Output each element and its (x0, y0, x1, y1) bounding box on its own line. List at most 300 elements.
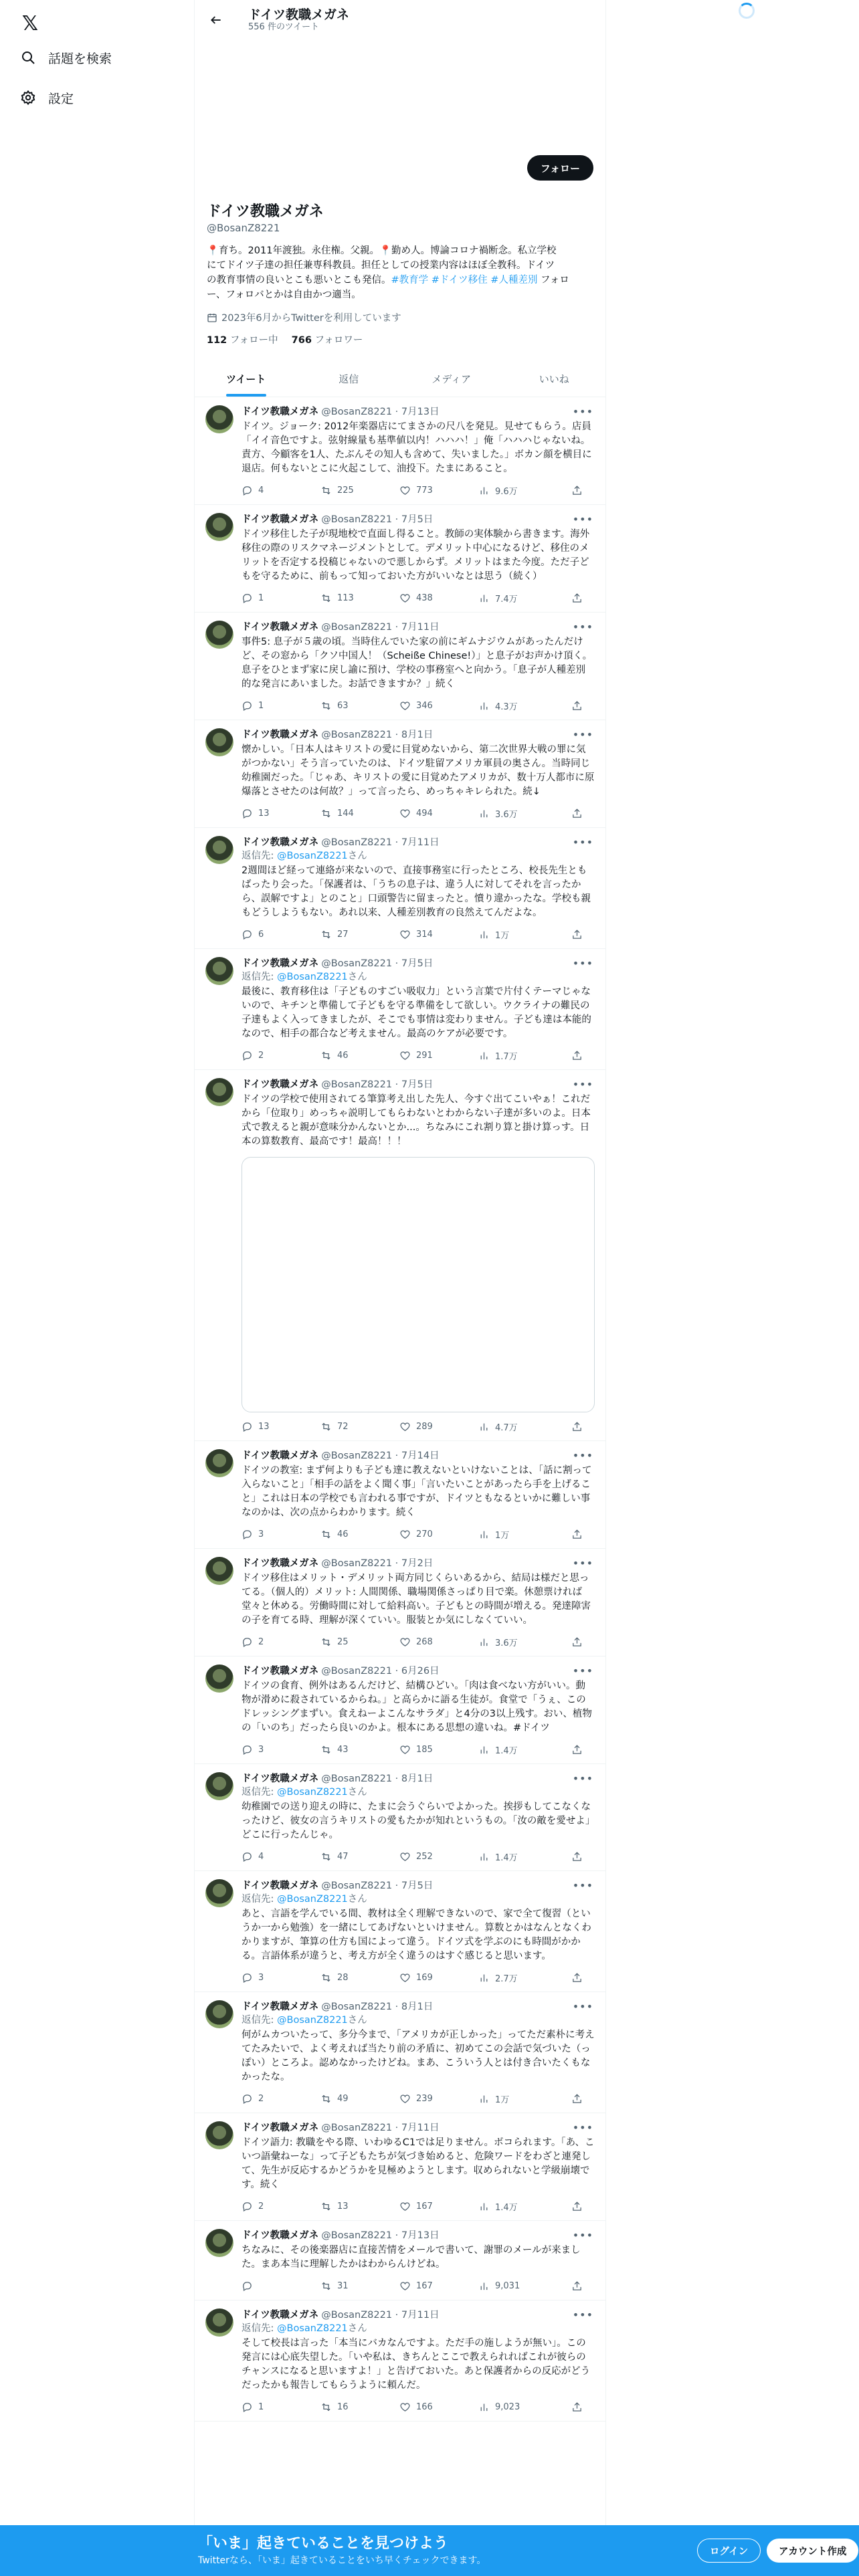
reply-count: 13 (258, 1421, 270, 1432)
reply-to-label: 返信先: (242, 2015, 277, 2026)
reply-button[interactable] (242, 929, 320, 940)
tab-likes[interactable]: いいね (539, 373, 569, 385)
tweet-author-name[interactable]: ドイツ教職メガネ (242, 622, 319, 633)
tweet[interactable] (195, 828, 605, 949)
reply-icon (242, 1421, 253, 1432)
share-icon (571, 2093, 583, 2105)
views-count: 1.7万 (495, 1051, 518, 1062)
retweet-button[interactable] (320, 2280, 399, 2292)
tweet-header (242, 2229, 595, 2242)
back-button[interactable] (207, 11, 225, 29)
retweet-count: 49 (337, 2093, 349, 2104)
reply-button[interactable] (242, 593, 320, 604)
share-button[interactable] (571, 1744, 583, 1755)
views-button[interactable] (478, 2092, 557, 2105)
nav-explore[interactable] (20, 44, 112, 71)
reply-to-mention[interactable]: @BosanZ8221 (277, 2323, 348, 2334)
like-button[interactable] (399, 2280, 478, 2292)
retweet-count: 47 (337, 1851, 349, 1862)
like-count: 438 (416, 593, 433, 603)
tab-media[interactable]: メディア (432, 373, 472, 385)
reply-count: 3 (258, 1529, 264, 1539)
avatar[interactable] (205, 957, 233, 985)
views-count: 1万 (495, 1530, 510, 1541)
retweet-button[interactable] (320, 1050, 399, 1061)
more-options-icon[interactable]: ••• (572, 405, 593, 418)
tweet-author-name[interactable]: ドイツ教職メガネ (242, 2123, 319, 2133)
tweet-text: 懐かしい。「日本人はキリストの愛に目覚めないから、第二次世界大戦の罪に気がつかない」そう言っていたのは、ドイツ駐留アメリカ軍員の奥さん。当時同じ幼稚園だった。「じゃあ、キリストの愛に目覚めたアメリカが、数十万人都市に原爆落とさせたのは何故？」って言ったら、めっちゃキレられた。続↓ (242, 744, 595, 797)
tweet-text: そして校長は言った「本当にバカなんですよ。ただ手の施しようが無い」。この発言には心底失望した。「いや私は、きちんとここで教えられればこれが彼らのチャンスになると思いますよ！」と告げておいた。あと保護者からの反応がどうだったかも報告してもらうように頼んだ。 (242, 2338, 591, 2391)
more-options-icon[interactable]: ••• (572, 1557, 593, 1570)
views-button[interactable] (478, 928, 557, 941)
tweet-author-name[interactable]: ドイツ教職メガネ (242, 958, 319, 969)
reply-count: 1 (258, 593, 264, 603)
views-button[interactable] (478, 1743, 557, 1756)
tweet-actions (242, 698, 595, 713)
tweet-text: 幼稚園での送り迎えの時に、たまに会うぐらいでよかった。挨拶もしてこなくなったけど、彼女の言うキリストの愛もたかが知れというもの。「汝の敵を愛せよ」どこに行ったんじゃ。 (242, 1802, 591, 1840)
following-label: フォロー中 (229, 335, 278, 346)
retweet-icon (320, 1636, 332, 1648)
analytics-icon (478, 1050, 490, 1061)
reply-button[interactable] (242, 1529, 320, 1540)
tweet[interactable] (195, 1992, 605, 2113)
tweet[interactable] (195, 1871, 605, 1992)
tweet-author-name[interactable]: ドイツ教職メガネ (242, 2002, 319, 2012)
tweet-header (242, 513, 595, 526)
like-button[interactable] (399, 700, 478, 712)
reply-icon (242, 2201, 253, 2212)
share-button[interactable] (571, 1529, 583, 1540)
reply-to-mention[interactable]: @BosanZ8221 (277, 972, 348, 982)
more-options-icon[interactable]: ••• (572, 1665, 593, 1677)
like-button[interactable] (399, 593, 478, 604)
share-button[interactable] (571, 1972, 583, 1983)
like-button[interactable] (399, 1636, 478, 1648)
tweet[interactable] (195, 613, 605, 720)
more-options-icon[interactable]: ••• (572, 1078, 593, 1091)
share-button[interactable] (571, 700, 583, 712)
tweet-text: ドイツ移住した子が現地校で直面し得ること。教師の実体験から書きます。海外移住の際のリスクマネージメントとして。デメリット中心になるけど、移住のメリットを否定する投稿じゃないので悪しからず。メリットはまた今度。ただ子どもを守るために、前もって知っておいた方がいいなとは思う（続く） (242, 529, 590, 582)
avatar[interactable] (205, 1557, 233, 1585)
profile-header-bar (195, 0, 605, 40)
reply-to-mention[interactable]: @BosanZ8221 (277, 1787, 348, 1798)
tweet-meta: @BosanZ8221 · 7月13日 (321, 2230, 440, 2241)
tweet-actions (242, 591, 595, 605)
tweet-author-name[interactable]: ドイツ教職メガネ (242, 514, 319, 525)
heart-icon (399, 1050, 411, 1061)
tweet-text: ドイツの学校で使用されてる筆算考え出した先人、今すぐ出てこいやぁ！これだから「位取り」めっちゃ説明してもらわないとわからない子達が多いのよ。日本式で教えると親が意味分かんないとか...。ちなみにこれ割り算と掛け算っす。日本の算数教育、最高です！最高！！！ (242, 1094, 591, 1147)
analytics-icon (478, 2280, 490, 2292)
reply-button[interactable] (242, 1851, 320, 1862)
tweet[interactable] (195, 949, 605, 1070)
retweet-icon (320, 1744, 332, 1755)
more-options-icon[interactable]: ••• (572, 2121, 593, 2134)
avatar[interactable] (205, 513, 233, 541)
reply-to-suffix: さん (347, 2015, 367, 2026)
tweet[interactable] (195, 1441, 605, 1549)
retweet-icon (320, 593, 332, 604)
more-options-icon[interactable]: ••• (572, 836, 593, 849)
more-options-icon[interactable]: ••• (572, 957, 593, 970)
reply-button[interactable] (242, 700, 320, 712)
tweet-author-name[interactable]: ドイツ教職メガネ (242, 1079, 319, 1090)
like-button[interactable] (399, 1050, 478, 1061)
share-icon (571, 2401, 583, 2413)
tweet-header (242, 2309, 595, 2322)
tweet-header (242, 1078, 595, 1091)
views-count: 4.3万 (495, 702, 518, 712)
reply-button[interactable] (242, 485, 320, 496)
avatar[interactable] (205, 621, 233, 649)
retweet-button[interactable] (320, 1744, 399, 1755)
retweet-count: 31 (337, 2280, 349, 2291)
like-button[interactable] (399, 2201, 478, 2212)
tweet-author-name[interactable]: ドイツ教職メガネ (242, 1774, 319, 1784)
views-button[interactable] (478, 1528, 557, 1541)
tweet[interactable] (195, 2300, 605, 2422)
retweet-button[interactable] (320, 2093, 399, 2105)
like-count: 270 (416, 1529, 433, 1539)
more-options-icon[interactable]: ••• (572, 1879, 593, 1892)
retweet-button[interactable] (320, 929, 399, 940)
like-button[interactable] (399, 1851, 478, 1862)
tweet[interactable] (195, 1764, 605, 1871)
tweet-actions (242, 1849, 595, 1864)
retweet-button[interactable] (320, 700, 399, 712)
share-icon (571, 593, 583, 604)
more-options-icon[interactable]: ••• (572, 2229, 593, 2242)
views-button[interactable] (478, 1850, 557, 1863)
reply-icon (242, 1050, 253, 1061)
views-button[interactable] (478, 2280, 557, 2292)
views-button[interactable] (478, 2200, 557, 2213)
retweet-button[interactable] (320, 2201, 399, 2212)
more-options-icon[interactable]: ••• (572, 2000, 593, 2013)
avatar[interactable] (205, 2121, 233, 2149)
more-options-icon[interactable]: ••• (572, 1772, 593, 1785)
follow-button[interactable]: フォロー (527, 155, 593, 181)
reply-button[interactable] (242, 1050, 320, 1061)
reply-count: 1 (258, 2401, 264, 2412)
retweet-button[interactable] (320, 1421, 399, 1432)
views-button[interactable] (478, 1971, 557, 1984)
tweet-text: 事件5: 息子が５歳の頃。当時住んでいた家の前にギムナジウムがあったんだけど、その窓から「クソ中国人！（Scheiße Chinese!）」と息子がお声かけ頂く。息子をひとまず家に戻し諭に預け、学校の事務室へと向かう。「息子が人種差別的な発言にあいました。お話できますか？」続く (242, 637, 593, 689)
avatar[interactable] (205, 2000, 233, 2028)
reply-to-label: 返信先: (242, 851, 277, 861)
nav-explore-label: 話題を検索 (48, 51, 112, 66)
tweet-author-name[interactable]: ドイツ教職メガネ (242, 407, 319, 417)
like-button[interactable] (399, 1972, 478, 1983)
tweet-actions (242, 2199, 595, 2214)
calendar-icon (207, 312, 217, 323)
tweet-meta: @BosanZ8221 · 7月14日 (321, 1451, 440, 1461)
joined-date: 2023年6月からTwitterを利用しています (221, 313, 401, 324)
tweet-header (242, 1879, 595, 1893)
views-button[interactable] (478, 592, 557, 605)
tweet-actions (242, 1048, 595, 1063)
tweet-meta: @BosanZ8221 · 8月1日 (321, 730, 434, 740)
share-button[interactable] (571, 929, 583, 940)
share-button[interactable] (571, 1421, 583, 1432)
tweet-header (242, 1772, 595, 1786)
tweet[interactable] (195, 1656, 605, 1764)
signup-banner-subtitle: Twitterなら、「いま」起きていることをいち早くチェックできます。 (198, 2555, 486, 2566)
tweet-header (242, 2000, 595, 2014)
tweet-actions (242, 1527, 595, 1541)
avatar[interactable] (205, 728, 233, 756)
tweet[interactable] (195, 2113, 605, 2221)
views-button[interactable] (478, 1636, 557, 1648)
tweet[interactable] (195, 1070, 605, 1441)
tweet-header (242, 1449, 595, 1463)
avatar[interactable] (205, 1078, 233, 1106)
followers-label: フォロワー (314, 335, 363, 346)
retweet-count: 46 (337, 1050, 349, 1061)
views-button[interactable] (478, 807, 557, 820)
retweet-button[interactable] (320, 808, 399, 819)
views-button[interactable] (478, 2401, 557, 2413)
tweet-author-name[interactable]: ドイツ教職メガネ (242, 730, 319, 740)
x-logo-icon[interactable]: 𝕏 (21, 11, 39, 35)
tweet-author-name[interactable]: ドイツ教職メガネ (242, 1451, 319, 1461)
bio-hashtags[interactable]: #教育学 #ドイツ移住 #人種差別 (391, 275, 538, 286)
tweet[interactable] (195, 1549, 605, 1656)
bio-text: 勤め人。博論コロナ禍断念。私立学校 (391, 245, 557, 256)
reply-button[interactable] (242, 2201, 320, 2212)
share-button[interactable] (571, 1636, 583, 1648)
reply-count: 4 (258, 1851, 264, 1862)
like-count: 239 (416, 2093, 433, 2104)
retweet-button[interactable] (320, 1529, 399, 1540)
tweet-meta: @BosanZ8221 · 6月26日 (321, 1666, 440, 1677)
like-button[interactable] (399, 2093, 478, 2105)
tweet[interactable] (195, 720, 605, 828)
like-button[interactable] (399, 485, 478, 496)
views-button[interactable] (478, 484, 557, 497)
reply-button[interactable] (242, 1421, 320, 1432)
like-button[interactable] (399, 2401, 478, 2413)
share-icon (571, 1851, 583, 1862)
nav-settings[interactable] (20, 84, 74, 111)
tweet-meta: @BosanZ8221 · 7月5日 (321, 958, 434, 969)
login-button[interactable]: ログイン (697, 2539, 761, 2563)
heart-icon (399, 2093, 411, 2105)
tweet-text: ドイツの食育、例外はあるんだけど、結構ひどい。「肉は食べない方がいい。動物が滑めに殺されているからね。」と高らかに語る生徒が。食堂で「うぇ、このドレッシングまずい。食えねーよこんなサラダ」と4分の3以上残す。おい、植物の「いのち」だったら良いのかよ。根本にある思想の違いね。#ドイツ (242, 1681, 592, 1733)
tweet[interactable] (195, 2221, 605, 2300)
retweet-count: 225 (337, 485, 354, 496)
avatar[interactable] (205, 405, 233, 433)
share-button[interactable] (571, 1851, 583, 1862)
tweet-text: 2週間ほど経って連絡が来ないので、直接事務室に行ったところ、校長先生ともばったり会った。「保護者は、「うちの息子は、違う人に対してそれを言ったから、誤解ですよ」とのこと」口頭警告に留まったと。憤り違かったな。学校も親もどうしようもない。あれ以来、人種差別教育の良然えてんだよな。 (242, 865, 591, 918)
retweet-icon (320, 2280, 332, 2292)
share-icon (571, 1421, 583, 1432)
tweet-meta: @BosanZ8221 · 7月2日 (321, 1558, 434, 1569)
share-button[interactable] (571, 2280, 583, 2292)
heart-icon (399, 2280, 411, 2292)
views-count: 9,031 (495, 2280, 520, 2291)
more-options-icon[interactable]: ••• (572, 513, 593, 526)
retweet-button[interactable] (320, 2401, 399, 2413)
share-icon (571, 1636, 583, 1648)
retweet-icon (320, 485, 332, 496)
header-profile-name: ドイツ教職メガネ (248, 7, 350, 22)
profile-stats (207, 332, 593, 346)
avatar[interactable] (205, 1879, 233, 1907)
arrow-left-icon (209, 13, 223, 27)
retweet-icon (320, 700, 332, 712)
like-button[interactable] (399, 1421, 478, 1432)
tweet-author-name[interactable]: ドイツ教職メガネ (242, 1666, 319, 1677)
like-count: 167 (416, 2280, 433, 2291)
heart-icon (399, 1744, 411, 1755)
more-options-icon[interactable]: ••• (572, 621, 593, 633)
views-button[interactable] (478, 1420, 557, 1433)
reply-count: 2 (258, 1636, 264, 1647)
analytics-icon (478, 1636, 490, 1648)
heart-icon (399, 1529, 411, 1540)
tweet-text: あと、言語を学んでいる間、教材は全く理解できないので、家で全て復習（というか一から勉強）を一緒にしてあげないといけません。算数とかはなんとなくわかりますが、筆算の仕方も国によって違う。ドイツ式を学ぶのにも時間がかかる。言語体系が違うと、考え方が全く違うのはすぐ感じると思います。 (242, 1909, 591, 1961)
reply-to-suffix: さん (347, 851, 367, 861)
share-button[interactable] (571, 2093, 583, 2105)
tweet-meta: @BosanZ8221 · 8月1日 (321, 2002, 434, 2012)
more-options-icon[interactable]: ••• (572, 2309, 593, 2321)
like-button[interactable] (399, 1529, 478, 1540)
followers-link[interactable] (292, 332, 363, 346)
tweet-author-name[interactable]: ドイツ教職メガネ (242, 2230, 319, 2241)
tab-replies[interactable]: 返信 (339, 373, 359, 385)
retweet-button[interactable] (320, 593, 399, 604)
tweet-text: 何がムカついたって、多分今まで、「アメリカが正しかった」ってただ素朴に考えてたみたいで、よく考えれば当たり前の矛盾に、初めてこの会話で気づいた（っぽい）ところよ。認めなかったけどね。まあ、こういう人とは付き合いたくもなかったな。 (242, 2030, 595, 2082)
reply-button[interactable] (242, 1744, 320, 1755)
reply-to-line (242, 849, 595, 863)
views-count: 3.6万 (495, 809, 518, 820)
retweet-button[interactable] (320, 485, 399, 496)
retweet-count: 25 (337, 1636, 349, 1647)
tweet-author-name[interactable]: ドイツ教職メガネ (242, 1558, 319, 1569)
avatar[interactable] (205, 1665, 233, 1693)
reply-button[interactable] (242, 1972, 320, 1983)
loading-spinner-icon (739, 3, 755, 19)
share-icon (571, 700, 583, 712)
share-button[interactable] (571, 2401, 583, 2413)
reply-button[interactable] (242, 2280, 320, 2292)
reply-count: 2 (258, 1050, 264, 1061)
share-button[interactable] (571, 2201, 583, 2212)
heart-icon (399, 1421, 411, 1432)
tweet-meta: @BosanZ8221 · 7月11日 (321, 2123, 440, 2133)
more-options-icon[interactable]: ••• (572, 1449, 593, 1462)
avatar[interactable] (205, 836, 233, 864)
reply-button[interactable] (242, 808, 320, 819)
tweet-text: ドイツ語力: 教職をやる際、いわゆるC1では足りません。ボコられます。「あ、こいつ語彙ねーな」って子どもたちが気づき始めると、危険ワードをわざと連発して、先生が反応するかどうかを見極めようとします。収められないと学級崩壊です。続く (242, 2137, 595, 2190)
share-button[interactable] (571, 485, 583, 496)
signup-button[interactable]: アカウント作成 (767, 2539, 858, 2563)
views-count: 1万 (495, 930, 510, 941)
like-count: 169 (416, 1972, 433, 1983)
bio-text: の教育事情の良いとこも悪いとこも発信。 (207, 275, 391, 286)
tweet-header (242, 1665, 595, 1678)
retweet-icon (320, 1851, 332, 1862)
reply-to-suffix: さん (347, 972, 367, 982)
like-button[interactable] (399, 929, 478, 940)
reply-to-label: 返信先: (242, 972, 277, 982)
retweet-count: 16 (337, 2401, 349, 2412)
like-button[interactable] (399, 1744, 478, 1755)
tweet-actions (242, 483, 595, 498)
reply-count: 4 (258, 485, 264, 496)
tweet-author-name[interactable]: ドイツ教職メガネ (242, 2310, 319, 2321)
reply-icon (242, 1972, 253, 1983)
reply-button[interactable] (242, 1636, 320, 1648)
tweet[interactable] (195, 505, 605, 613)
reply-to-mention[interactable]: @BosanZ8221 (277, 851, 348, 861)
reply-to-mention[interactable]: @BosanZ8221 (277, 2015, 348, 2026)
retweet-icon (320, 1529, 332, 1540)
views-button[interactable] (478, 700, 557, 712)
analytics-icon (478, 1851, 490, 1862)
views-count: 9,023 (495, 2401, 520, 2412)
retweet-button[interactable] (320, 1636, 399, 1648)
analytics-icon (478, 929, 490, 940)
tweet-header (242, 836, 595, 849)
reply-icon (242, 485, 253, 496)
like-button[interactable] (399, 808, 478, 819)
avatar[interactable] (205, 1772, 233, 1800)
share-button[interactable] (571, 808, 583, 819)
retweet-count: 27 (337, 929, 349, 940)
tweet-author-name[interactable]: ドイツ教職メガネ (242, 837, 319, 848)
retweet-count: 72 (337, 1421, 349, 1432)
retweet-button[interactable] (320, 1851, 399, 1862)
analytics-icon (478, 808, 490, 819)
tweet[interactable] (195, 397, 605, 505)
tweet-text: ドイツ移住はメリット・デメリット両方同じくらいあるから、結局は様だと思ってる。（個人的）メリット: 人間関係、職場関係さっぱり目で楽。休憩票ければ堂々と休める。労働時間に対して給料高い。子どもとの時間が増える。発達障害の子を育てる時、理解が深くていい。服装とか気にしなくていい。 (242, 1573, 591, 1626)
retweet-icon (320, 1050, 332, 1061)
tweet-media-image[interactable] (242, 1157, 595, 1412)
reply-to-line (242, 1893, 595, 1906)
reply-count: 1 (258, 700, 264, 711)
more-options-icon[interactable]: ••• (572, 728, 593, 741)
tweet-text: ドイツの教室: まず何よりも子ども達に教えないといけないことは、「話に割って入らないこと」「相手の話をよく聞く事」「言いたいことがあったら手を上げること」これは日本の学校でも言われる事ですが、ドイツともなるといかに難しい事なのかは、次の点からわかります。続く (242, 1465, 592, 1518)
reply-to-mention[interactable]: @BosanZ8221 (277, 1894, 348, 1905)
reply-button[interactable] (242, 2093, 320, 2105)
like-count: 346 (416, 700, 433, 711)
retweet-icon (320, 808, 332, 819)
share-button[interactable] (571, 1050, 583, 1061)
views-button[interactable] (478, 1049, 557, 1062)
share-icon (571, 1050, 583, 1061)
avatar[interactable] (205, 2309, 233, 2337)
avatar[interactable] (205, 2229, 233, 2257)
like-count: 252 (416, 1851, 433, 1862)
following-link[interactable] (207, 332, 278, 346)
heart-icon (399, 593, 411, 604)
tweet-author-name[interactable]: ドイツ教職メガネ (242, 1881, 319, 1891)
avatar[interactable] (205, 1449, 233, 1477)
following-count: 112 (207, 335, 227, 346)
tweet-meta: @BosanZ8221 · 7月11日 (321, 2310, 440, 2321)
tab-tweets[interactable]: ツイート (195, 361, 298, 397)
retweet-button[interactable] (320, 1972, 399, 1983)
share-icon (571, 485, 583, 496)
retweet-count: 46 (337, 1529, 349, 1539)
retweet-icon (320, 2401, 332, 2413)
reply-button[interactable] (242, 2401, 320, 2413)
reply-count: 13 (258, 808, 270, 819)
retweet-icon (320, 929, 332, 940)
share-button[interactable] (571, 593, 583, 604)
heart-icon (399, 1972, 411, 1983)
